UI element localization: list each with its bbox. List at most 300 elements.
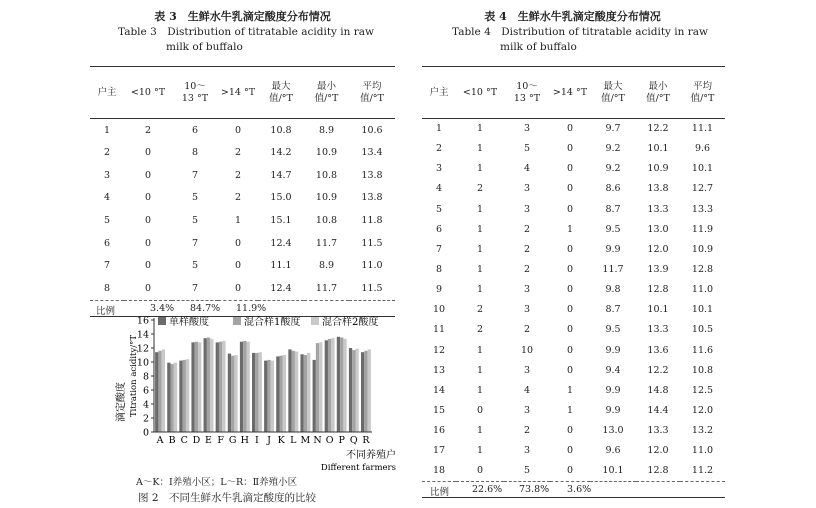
bar-Q-2 [355, 349, 358, 432]
y-tick-label: 8 [142, 371, 149, 383]
table-cell: 11.1 [691, 123, 714, 135]
table-row [422, 119, 725, 139]
table-cell: 13.3 [647, 324, 669, 336]
table-row [422, 259, 725, 279]
table-cell: 10.6 [361, 124, 383, 136]
bar-O-1 [328, 339, 331, 432]
table-cell: 7 [103, 260, 111, 272]
y-tick-label: 0 [142, 427, 149, 439]
table-cell: 0 [234, 282, 242, 294]
table-cell: 9.2 [605, 143, 621, 155]
table-row [422, 139, 725, 159]
table-cell: 15 [432, 405, 446, 417]
table4-header-2: 10～ 13 °T [513, 80, 541, 104]
bar-H-0 [240, 342, 243, 432]
bar-C-0 [179, 361, 182, 432]
table-cell: 11.1 [270, 260, 292, 272]
bar-F-0 [216, 342, 219, 432]
table-row [422, 441, 725, 461]
table-cell: 3 [523, 445, 531, 457]
table-cell: 0 [566, 304, 574, 316]
table-cell: 1 [234, 215, 242, 227]
bar-C-2 [186, 359, 189, 432]
bar-G-0 [228, 354, 231, 432]
table4-header-5: 最小 值/°T [646, 80, 670, 104]
table4-footer-value-3: 3.6% [567, 483, 592, 495]
bar-E-1 [207, 338, 210, 433]
x-tick-label: A [156, 435, 164, 446]
table-cell: 13.3 [691, 203, 714, 215]
table4-header-4: 最大 值/°T [601, 80, 625, 104]
table-cell: 0 [566, 203, 574, 215]
table-cell: 9.6 [694, 143, 711, 155]
table-cell: 3 [523, 304, 531, 316]
table-cell: 7 [191, 282, 199, 294]
bar-R-0 [361, 352, 364, 432]
table3 [90, 66, 395, 317]
table-cell: 9.6 [605, 445, 621, 457]
table-cell: 11.7 [602, 264, 624, 276]
table-cell: 0 [234, 237, 242, 249]
table-cell: 15.1 [270, 215, 292, 227]
x-axis [154, 432, 372, 446]
bar-R-2 [368, 349, 371, 432]
table-cell: 0 [144, 147, 152, 159]
table-cell: 1 [476, 384, 484, 396]
table-cell: 8.9 [318, 260, 335, 272]
table-cell: 13.6 [647, 344, 669, 356]
table-cell: 12.0 [647, 243, 669, 255]
table-cell: 2 [523, 243, 531, 255]
table-cell: 1 [103, 124, 111, 136]
legend-swatch-2 [311, 317, 319, 325]
bar-H-2 [246, 342, 249, 432]
table-cell: 0 [566, 243, 574, 255]
table-cell: 11.0 [691, 284, 714, 296]
table-cell: 1 [476, 123, 484, 135]
y-tick-label: 14 [136, 329, 149, 341]
table-cell: 0 [144, 237, 152, 249]
table-cell: 9.7 [605, 123, 621, 135]
table-cell: 4 [523, 384, 531, 396]
table-cell: 11.6 [691, 344, 714, 356]
bar-J-1 [267, 360, 270, 432]
table-cell: 0 [144, 215, 152, 227]
table-cell: 13.3 [647, 203, 669, 215]
table-cell: 0 [566, 445, 574, 457]
table-cell: 8.6 [605, 183, 621, 195]
table-cell: 9.5 [605, 223, 621, 235]
table-cell: 10.1 [647, 304, 669, 316]
x-tick-label: O [325, 435, 334, 446]
table-cell: 15.0 [270, 192, 292, 204]
y-tick-label: 6 [142, 385, 149, 397]
bar-I-1 [255, 353, 258, 432]
table3-subtitle [118, 25, 408, 55]
table-cell: 18 [432, 465, 446, 477]
table-cell: 1 [476, 284, 484, 296]
table-cell: 9.9 [605, 384, 621, 396]
table-cell: 12 [432, 344, 446, 356]
table4-footer [422, 481, 725, 497]
bar-D-0 [191, 342, 194, 432]
table-cell: 11.5 [361, 237, 383, 249]
x-tick-label: N [313, 435, 322, 446]
table-cell: 2 [234, 147, 242, 159]
table-cell: 8 [103, 282, 111, 294]
table-cell: 5 [435, 203, 443, 215]
table-cell: 2 [103, 147, 111, 159]
x-tick-label: Q [349, 435, 358, 446]
table3-header-5: 最小 值/°T [314, 80, 339, 104]
table4-subtitle [452, 25, 752, 55]
legend-swatch-0 [158, 317, 166, 325]
table3-footer-value-1: 3.4% [150, 302, 175, 314]
table4-footer-row [422, 481, 725, 497]
table-cell: 10 [520, 344, 534, 356]
table-cell: 1 [435, 123, 443, 135]
table-cell: 14.4 [647, 405, 669, 417]
table3-header-4: 最大 值/°T [269, 80, 293, 104]
bar-A-2 [162, 349, 165, 432]
table-cell: 0 [144, 169, 152, 181]
x-tick-label: H [240, 435, 249, 446]
table-row [422, 179, 725, 199]
table4-footer-label: 比例 [430, 486, 450, 498]
table-cell: 14.8 [647, 384, 669, 396]
bar-L-0 [288, 349, 291, 432]
bar-N-1 [316, 343, 319, 432]
table-cell: 11.2 [691, 465, 714, 477]
table-cell: 5 [103, 215, 111, 227]
table-row [90, 255, 395, 278]
table-row [422, 320, 725, 340]
table-cell: 0 [566, 425, 574, 437]
table-cell: 2 [234, 169, 242, 181]
table-cell: 1 [476, 243, 484, 255]
x-tick-label: F [217, 435, 224, 446]
x-axis-label-cn: 不同养殖户 [346, 450, 396, 461]
table-cell: 1 [476, 445, 484, 457]
bar-N-2 [319, 342, 322, 432]
table-cell: 10.1 [647, 143, 669, 155]
table-cell: 12.4 [270, 237, 292, 249]
table-cell: 5 [191, 215, 199, 227]
table-cell: 0 [234, 260, 242, 272]
table-cell: 10.9 [691, 243, 714, 255]
table-cell: 12.4 [270, 282, 292, 294]
bar-G-1 [231, 356, 234, 432]
table-cell: 4 [435, 183, 443, 195]
table-cell: 3 [103, 169, 111, 181]
table3-subtitle-line1: Table 3 Distribution of titratable acidity in raw [118, 26, 375, 38]
table-cell: 2 [523, 223, 531, 235]
table-cell: 10.8 [270, 124, 292, 136]
table-cell: 0 [566, 284, 574, 296]
x-tick-label: E [205, 435, 212, 446]
table-cell: 5 [523, 465, 531, 477]
table-cell: 12.8 [647, 465, 669, 477]
table-cell: 2 [523, 264, 531, 276]
table-cell: 10.8 [315, 215, 338, 227]
table-cell: 12.0 [691, 405, 714, 417]
table-cell: 9.9 [605, 344, 621, 356]
table-cell: 2 [435, 143, 443, 155]
table-cell: 12.2 [647, 123, 669, 135]
table3-header-2: 10～ 13 °T [181, 80, 209, 104]
bar-A-0 [155, 352, 158, 432]
table-cell: 14 [432, 384, 446, 396]
table-cell: 2 [476, 183, 484, 195]
table-cell: 0 [566, 143, 574, 155]
table-row [422, 199, 725, 219]
table3-header [90, 67, 395, 119]
bar-P-2 [343, 339, 346, 432]
table4-header-0: 户主 [429, 86, 449, 98]
bar-M-1 [304, 355, 307, 432]
table-cell: 1 [476, 143, 484, 155]
table4-footer-value-2: 73.8% [519, 483, 550, 495]
bar-O-2 [331, 338, 334, 432]
table-row [90, 141, 395, 164]
table-row [422, 280, 725, 300]
table-cell: 14.2 [270, 147, 292, 159]
bar-J-2 [271, 361, 274, 432]
table-cell: 7 [191, 237, 199, 249]
table-cell: 1 [476, 203, 484, 215]
table-cell: 3 [523, 203, 531, 215]
table-row [422, 380, 725, 400]
table-cell: 2 [234, 192, 242, 204]
table-row [422, 239, 725, 259]
y-tick-label: 16 [136, 315, 149, 327]
table-cell: 8 [191, 147, 199, 159]
table-cell: 2 [523, 425, 531, 437]
table-cell: 9.2 [605, 163, 621, 175]
table-cell: 7 [435, 243, 443, 255]
x-tick-label: M [300, 435, 311, 446]
table-row [422, 340, 725, 360]
chart-legend [158, 315, 378, 328]
bar-L-1 [292, 351, 295, 432]
bar-K-1 [280, 356, 283, 432]
table4-header-6: 平均 值/°T [690, 80, 715, 104]
table-row [422, 219, 725, 239]
table3-header-0: 户主 [97, 86, 117, 98]
table-cell: 11.8 [361, 215, 383, 227]
table-row [90, 209, 395, 232]
table3-footer-label: 比例 [96, 305, 116, 317]
x-tick-label: J [267, 435, 271, 446]
table-cell: 11 [432, 324, 446, 336]
bar-B-1 [171, 364, 174, 432]
y-tick-label: 2 [142, 413, 149, 425]
table4-header-3: >14 °T [552, 86, 588, 98]
table-row [90, 187, 395, 210]
table-cell: 11.0 [691, 445, 714, 457]
table4-body [422, 119, 725, 482]
table-cell: 0 [566, 183, 574, 195]
table-cell: 16 [432, 425, 446, 437]
table-cell: 12.2 [647, 364, 669, 376]
table-cell: 0 [144, 192, 152, 204]
table-cell: 9.5 [605, 324, 621, 336]
table3-title: 表 3 生鲜水牛乳滴定酸度分布情况 [154, 10, 331, 23]
table3-header-3: >14 °T [220, 86, 256, 98]
figure-note: A～K：Ⅰ养殖小区；L～R：Ⅱ养殖小区 [136, 477, 298, 488]
table3-footer-value-3: 11.9% [236, 302, 267, 314]
table-cell: 4 [523, 163, 531, 175]
table4-subtitle-line1: Table 4 Distribution of titratable acidity in raw [452, 26, 709, 38]
table4-subtitle-line2: milk of buffalo [500, 41, 577, 53]
table-cell: 0 [476, 465, 484, 477]
bar-G-2 [234, 355, 237, 432]
table-cell: 8.7 [605, 203, 621, 215]
table4-title: 表 4 生鲜水牛乳滴定酸度分布情况 [484, 10, 661, 23]
table-cell: 2 [476, 304, 484, 316]
table-cell: 17 [432, 445, 446, 457]
table4 [422, 66, 725, 498]
bar-F-1 [219, 342, 222, 432]
table-cell: 0 [566, 344, 574, 356]
bar-A-1 [158, 351, 161, 432]
table-cell: 6 [103, 237, 111, 249]
table-row [422, 461, 725, 481]
x-tick-label: R [362, 435, 370, 446]
bar-D-2 [198, 342, 201, 432]
table-cell: 1 [566, 223, 574, 235]
legend-swatch-1 [233, 317, 241, 325]
table-cell: 9.4 [605, 364, 621, 376]
bar-J-0 [264, 361, 267, 432]
bar-E-0 [204, 338, 207, 432]
table-cell: 9.8 [605, 284, 621, 296]
table-cell: 14.7 [270, 169, 292, 181]
table-cell: 2 [144, 124, 152, 136]
x-tick-label: B [168, 435, 176, 446]
table-cell: 1 [476, 163, 484, 175]
acidity-bar-chart [108, 310, 398, 473]
y-axis-label-cn: 滴定酸度 [116, 382, 127, 422]
table-cell: 10.1 [602, 465, 624, 477]
table3-footer-value-2: 84.7% [190, 302, 221, 314]
table-cell: 1 [566, 384, 574, 396]
table3-header-1: <10 °T [130, 86, 166, 98]
table-cell: 2 [523, 324, 531, 336]
y-tick-label: 10 [136, 357, 149, 369]
table-cell: 7 [191, 169, 199, 181]
table-cell: 12.0 [647, 445, 669, 457]
table-row [422, 360, 725, 380]
bar-B-0 [167, 363, 170, 432]
table-cell: 13.0 [647, 223, 669, 235]
table-cell: 13.0 [602, 425, 624, 437]
bar-F-2 [222, 341, 225, 432]
legend-label-2: 混合样2酸度 [322, 317, 379, 328]
table-row [90, 277, 395, 300]
table-cell: 13.8 [361, 192, 383, 204]
table-row [90, 232, 395, 255]
table-cell: 9.9 [605, 243, 621, 255]
table-row [90, 164, 395, 187]
table-cell: 9.9 [605, 405, 621, 417]
table-row [422, 300, 725, 320]
table-cell: 0 [234, 124, 242, 136]
figure-caption: 图 2 不同生鲜水牛乳滴定酸度的比较 [138, 492, 317, 504]
table-cell: 1 [476, 344, 484, 356]
bar-K-2 [283, 355, 286, 432]
table-row [422, 421, 725, 441]
table-cell: 10.8 [691, 364, 714, 376]
table-cell: 0 [566, 123, 574, 135]
bar-N-0 [313, 360, 316, 432]
table-row [422, 159, 725, 179]
y-axis [137, 316, 154, 439]
table-cell: 0 [476, 405, 484, 417]
table-cell: 3 [523, 123, 531, 135]
table-cell: 3 [523, 364, 531, 376]
table-cell: 2 [476, 324, 484, 336]
bar-K-0 [276, 356, 279, 432]
table-cell: 0 [566, 364, 574, 376]
table-row [422, 400, 725, 420]
table-cell: 12.5 [691, 384, 714, 396]
table-cell: 13.2 [691, 425, 714, 437]
table-cell: 13.4 [361, 147, 383, 159]
bar-I-2 [259, 352, 262, 432]
table-cell: 1 [476, 264, 484, 276]
table-cell: 13.9 [647, 264, 669, 276]
table-cell: 13.3 [647, 425, 669, 437]
x-tick-label: I [255, 435, 259, 446]
x-tick-label: C [180, 435, 188, 446]
table3-body [90, 119, 395, 301]
table-cell: 3 [523, 284, 531, 296]
table-cell: 10.9 [315, 192, 338, 204]
bar-H-1 [243, 341, 246, 432]
table-cell: 0 [566, 465, 574, 477]
table-cell: 10.1 [691, 304, 714, 316]
table-cell: 8.9 [318, 124, 335, 136]
table-cell: 3 [523, 405, 531, 417]
legend-label-1: 混合样1酸度 [244, 317, 301, 328]
legend-label-0: 单样酸度 [169, 317, 209, 328]
bar-P-0 [337, 337, 340, 432]
table-cell: 10.9 [315, 147, 338, 159]
table-cell: 11.7 [315, 282, 338, 294]
table-cell: 6 [191, 124, 199, 136]
y-axis-label-en: Titration acidity/°T [129, 334, 139, 418]
table-cell: 10.5 [691, 324, 714, 336]
y-tick-label: 12 [136, 343, 149, 355]
table4-footer-value-1: 22.6% [472, 483, 503, 495]
table-cell: 3 [523, 183, 531, 195]
bar-E-2 [210, 339, 213, 432]
table-row [90, 119, 395, 142]
chart-bars [155, 337, 371, 432]
bar-R-1 [364, 351, 367, 432]
x-tick-label: K [277, 435, 285, 446]
table-cell: 13.8 [647, 183, 669, 195]
table4-header [422, 67, 725, 119]
table-cell: 6 [435, 223, 443, 235]
x-axis-label-en: Different farmers [320, 463, 396, 473]
x-tick-label: D [192, 435, 201, 446]
table-cell: 0 [566, 163, 574, 175]
bar-Q-1 [352, 350, 355, 432]
table-cell: 13.8 [361, 169, 383, 181]
table-cell: 4 [103, 192, 111, 204]
